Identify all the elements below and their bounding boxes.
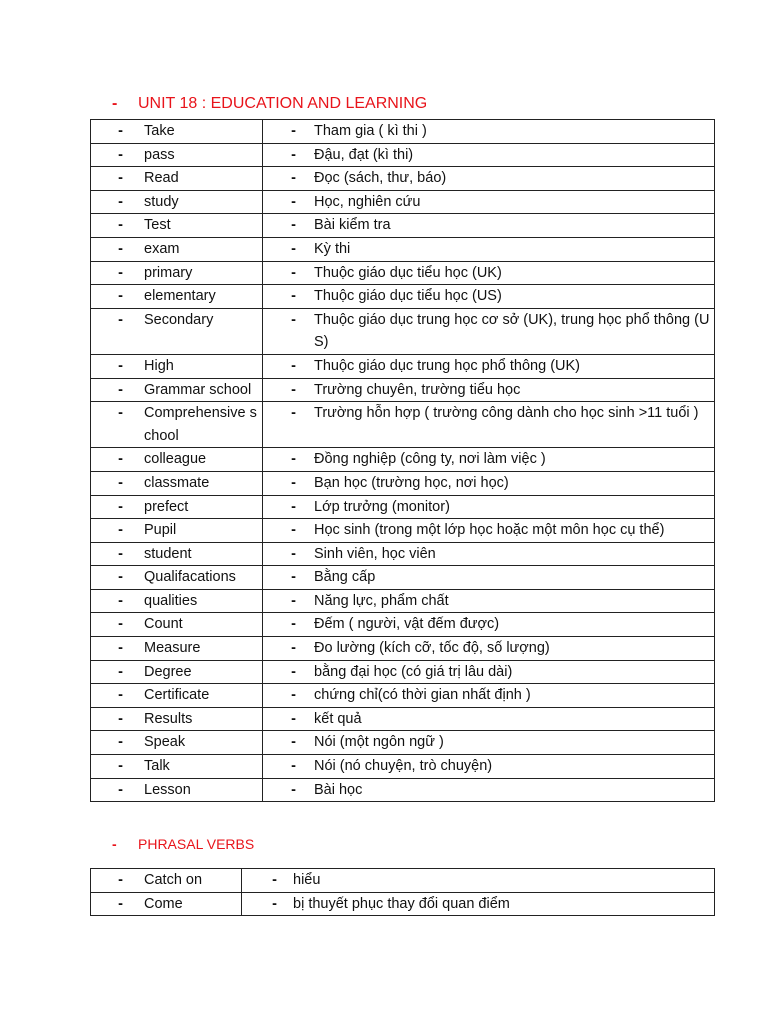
meaning-text: Bằng cấp: [314, 569, 376, 586]
bullet-dash: -: [118, 663, 123, 680]
term-text: High: [144, 357, 174, 374]
term-text: qualities: [144, 592, 198, 609]
term-cell: [91, 167, 263, 191]
term-text: pass: [144, 146, 175, 163]
meaning-text: Trường hỗn hợp ( trường công dành cho học sinh >11 tuổi ): [314, 405, 699, 422]
unit-title: UNIT 18 : EDUCATION AND LEARNING: [138, 95, 428, 112]
bullet-dash: -: [291, 522, 296, 539]
bullet-dash: -: [291, 311, 296, 328]
term-text: Read: [144, 170, 179, 187]
bullet-dash: -: [118, 710, 123, 727]
vocab-row: [91, 613, 715, 637]
vocab-row: [91, 589, 715, 613]
meaning-cell: [263, 354, 715, 378]
bullet-dash: -: [118, 381, 123, 398]
bullet-dash: -: [291, 146, 296, 163]
term-text: colleague: [144, 451, 207, 468]
term-cell: [91, 589, 263, 613]
bullet-dash: -: [118, 569, 123, 586]
term-cell: [91, 542, 263, 566]
meaning-text: Lớp trưởng (monitor): [314, 498, 450, 515]
bullet-dash: -: [118, 288, 123, 305]
vocab-row: [91, 308, 715, 354]
meaning-text: Bài học: [314, 781, 363, 798]
term-cell: [91, 448, 263, 472]
bullet-dash: -: [118, 640, 123, 657]
term-text: Measure: [144, 640, 201, 657]
meaning-cell: [263, 707, 715, 731]
term-cell: [91, 143, 263, 167]
bullet-dash: -: [118, 872, 123, 888]
meaning-cell: [263, 731, 715, 755]
meaning-cell: [263, 495, 715, 519]
bullet-dash: -: [118, 545, 123, 562]
vocab-row: [91, 237, 715, 261]
bullet-dash: -: [272, 895, 277, 912]
bullet-dash: -: [118, 357, 123, 374]
bullet-dash: -: [291, 217, 296, 234]
meaning-text: Bài kiểm tra: [314, 217, 391, 234]
vocab-row: [91, 471, 715, 495]
phrasal-verbs-table: [90, 868, 715, 916]
meaning-text: Học, nghiên cứu: [314, 193, 421, 210]
meaning-text: Đậu, đạt (kì thi): [314, 146, 414, 163]
term-text: exam: [144, 240, 180, 257]
term-cell: [91, 637, 263, 661]
vocab-row: [91, 143, 715, 167]
term-text: Certificate: [144, 687, 210, 704]
bullet-dash: -: [291, 687, 296, 704]
term-cell: [91, 261, 263, 285]
unit-heading: [112, 95, 427, 113]
meaning-cell: [263, 471, 715, 495]
term-cell: [91, 354, 263, 378]
term-cell: [91, 778, 263, 802]
meaning-text: chứng chỉ(có thời gian nhất định ): [314, 687, 531, 704]
bullet-dash: -: [291, 123, 296, 139]
vocab-row: [91, 448, 715, 472]
term-cell: [91, 869, 242, 893]
bullet-dash: -: [118, 217, 123, 234]
meaning-text: Tham gia ( kì thi ): [314, 123, 427, 139]
term-text: Results: [144, 710, 193, 727]
meaning-cell: [263, 120, 715, 144]
term-text: elementary: [144, 288, 216, 305]
bullet-dash: -: [291, 474, 296, 491]
bullet-dash: -: [291, 545, 296, 562]
vocab-row: [91, 167, 715, 191]
meaning-text: Năng lực, phẩm chất: [314, 592, 449, 609]
vocab-row: [91, 707, 715, 731]
phrasal-verbs-heading: [112, 836, 254, 852]
term-cell: [91, 707, 263, 731]
term-cell: [91, 120, 263, 144]
term-cell: [91, 190, 263, 214]
meaning-cell: [263, 308, 715, 354]
bullet-dash: -: [118, 758, 123, 775]
meaning-text: Nói (nó chuyện, trò chuyện): [314, 758, 493, 775]
bullet-dash: -: [118, 687, 123, 704]
meaning-cell: [263, 778, 715, 802]
bullet-dash: -: [291, 357, 296, 374]
meaning-text: Nói (một ngôn ngữ ): [314, 734, 444, 751]
heading-bullet: -: [112, 836, 117, 852]
meaning-cell: [263, 519, 715, 543]
term-text: Catch on: [144, 872, 203, 888]
meaning-text: Sinh viên, học viên: [314, 545, 436, 562]
meaning-text: Bạn học (trường học, nơi học): [314, 474, 509, 491]
bullet-dash: -: [291, 451, 296, 468]
term-cell: [91, 684, 263, 708]
term-text: Talk: [144, 758, 170, 775]
meaning-text: Kỳ thi: [314, 240, 351, 257]
vocab-row: [91, 778, 715, 802]
bullet-dash: -: [291, 569, 296, 586]
vocab-row: [91, 354, 715, 378]
bullet-dash: -: [291, 592, 296, 609]
term-text: primary: [144, 264, 193, 281]
meaning-cell: [263, 214, 715, 238]
meaning-text: bằng đại học (có giá trị lâu dài): [314, 663, 513, 680]
meaning-cell: [263, 542, 715, 566]
meaning-cell: [242, 892, 715, 916]
bullet-dash: -: [291, 264, 296, 281]
heading-bullet: -: [112, 95, 118, 112]
bullet-dash: -: [272, 872, 277, 888]
term-cell: [91, 892, 242, 916]
term-text: Come: [144, 895, 183, 912]
meaning-cell: [263, 190, 715, 214]
bullet-dash: -: [291, 193, 296, 210]
meaning-cell: [242, 869, 715, 893]
vocab-row: [91, 495, 715, 519]
meaning-text: Thuộc giáo dục trung học phổ thông (UK): [314, 357, 580, 374]
term-text: study: [144, 193, 179, 210]
meaning-cell: [263, 167, 715, 191]
bullet-dash: -: [118, 240, 123, 257]
bullet-dash: -: [118, 616, 123, 633]
vocab-row: [91, 120, 715, 144]
meaning-text: Thuộc giáo dục trung học cơ sở (UK), trung học phổ thông (US): [314, 311, 710, 351]
meaning-text: Đồng nghiệp (công ty, nơi làm việc ): [314, 451, 546, 468]
term-text: student: [144, 545, 192, 562]
meaning-cell: [263, 261, 715, 285]
term-text: classmate: [144, 474, 210, 491]
bullet-dash: -: [118, 123, 123, 139]
term-text: Secondary: [144, 311, 214, 328]
meaning-cell: [263, 237, 715, 261]
vocab-row: [91, 261, 715, 285]
bullet-dash: -: [291, 381, 296, 398]
vocab-row: [91, 731, 715, 755]
bullet-dash: -: [291, 663, 296, 680]
meaning-cell: [263, 402, 715, 448]
meaning-cell: [263, 589, 715, 613]
bullet-dash: -: [291, 758, 296, 775]
vocab-row: [91, 660, 715, 684]
meaning-cell: [263, 637, 715, 661]
meaning-text: Thuộc giáo dục tiểu học (US): [314, 288, 502, 305]
term-text: Pupil: [144, 522, 177, 539]
vocab-row: [91, 285, 715, 309]
vocab-row: [91, 214, 715, 238]
term-cell: [91, 378, 263, 402]
bullet-dash: -: [291, 710, 296, 727]
meaning-text: Đo lường (kích cỡ, tốc độ, số lượng): [314, 640, 550, 657]
bullet-dash: -: [118, 734, 123, 751]
meaning-text: hiểu: [293, 872, 321, 888]
bullet-dash: -: [118, 781, 123, 798]
meaning-text: Đọc (sách, thư, báo): [314, 170, 447, 187]
meaning-cell: [263, 613, 715, 637]
meaning-text: kết quả: [314, 710, 362, 727]
bullet-dash: -: [291, 781, 296, 798]
bullet-dash: -: [291, 734, 296, 751]
bullet-dash: -: [118, 522, 123, 539]
meaning-cell: [263, 143, 715, 167]
bullet-dash: -: [118, 498, 123, 515]
bullet-dash: -: [118, 474, 123, 491]
vocab-row: [91, 755, 715, 779]
term-text: Speak: [144, 734, 186, 751]
meaning-text: Đếm ( người, vật đếm được): [314, 616, 500, 633]
term-cell: [91, 214, 263, 238]
bullet-dash: -: [118, 451, 123, 468]
bullet-dash: -: [291, 240, 296, 257]
meaning-cell: [263, 684, 715, 708]
phrasal-row: [91, 869, 715, 893]
meaning-text: bị thuyết phục thay đổi quan điểm: [293, 895, 510, 912]
term-cell: [91, 660, 263, 684]
meaning-cell: [263, 566, 715, 590]
term-cell: [91, 755, 263, 779]
term-text: prefect: [144, 498, 189, 515]
meaning-cell: [263, 378, 715, 402]
meaning-cell: [263, 660, 715, 684]
term-cell: [91, 471, 263, 495]
bullet-dash: -: [118, 193, 123, 210]
meaning-cell: [263, 448, 715, 472]
bullet-dash: -: [291, 170, 296, 187]
vocabulary-table: [90, 119, 715, 802]
bullet-dash: -: [291, 288, 296, 305]
vocab-row: [91, 190, 715, 214]
meaning-cell: [263, 755, 715, 779]
term-cell: [91, 402, 263, 448]
bullet-dash: -: [291, 405, 296, 422]
term-text: Take: [144, 123, 175, 139]
bullet-dash: -: [118, 592, 123, 609]
bullet-dash: -: [291, 640, 296, 657]
bullet-dash: -: [118, 895, 123, 912]
term-cell: [91, 495, 263, 519]
term-text: Degree: [144, 663, 192, 680]
bullet-dash: -: [118, 405, 123, 422]
phrasal-verbs-title: PHRASAL VERBS: [138, 836, 255, 852]
bullet-dash: -: [118, 170, 123, 187]
term-text: Qualifacations: [144, 569, 236, 586]
meaning-text: Học sinh (trong một lớp học hoặc một môn học cụ thể): [314, 522, 665, 539]
term-cell: [91, 237, 263, 261]
term-cell: [91, 731, 263, 755]
term-cell: [91, 519, 263, 543]
term-text: Comprehensive school: [144, 405, 257, 444]
term-text: Lesson: [144, 781, 191, 798]
vocab-row: [91, 519, 715, 543]
bullet-dash: -: [291, 616, 296, 633]
meaning-text: Trường chuyên, trường tiểu học: [314, 381, 521, 398]
term-cell: [91, 285, 263, 309]
vocab-row: [91, 402, 715, 448]
term-text: Test: [144, 217, 171, 234]
bullet-dash: -: [118, 264, 123, 281]
vocab-row: [91, 378, 715, 402]
vocab-row: [91, 684, 715, 708]
bullet-dash: -: [291, 498, 296, 515]
term-cell: [91, 308, 263, 354]
vocab-row: [91, 566, 715, 590]
term-cell: [91, 613, 263, 637]
vocab-row: [91, 542, 715, 566]
meaning-text: Thuộc giáo dục tiểu học (UK): [314, 264, 502, 281]
bullet-dash: -: [118, 146, 123, 163]
vocab-row: [91, 637, 715, 661]
bullet-dash: -: [118, 311, 123, 328]
meaning-cell: [263, 285, 715, 309]
phrasal-row: [91, 892, 715, 916]
term-cell: [91, 566, 263, 590]
term-text: Grammar school: [144, 381, 252, 398]
term-text: Count: [144, 616, 183, 633]
